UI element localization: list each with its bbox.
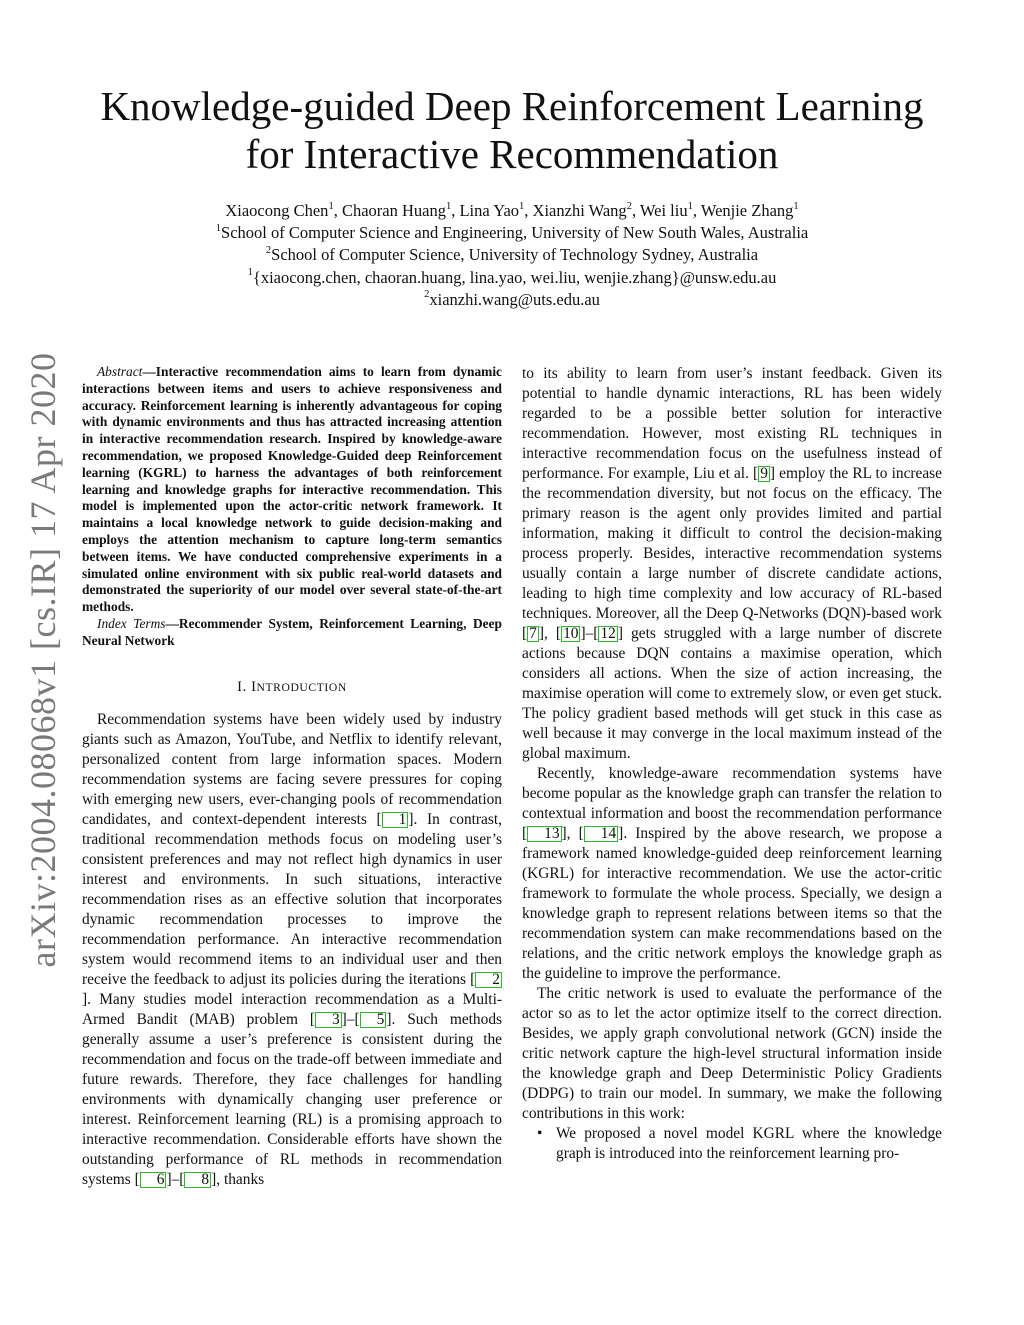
email-1: $^1${xiaocong.chen, chaoran.huang, lina.yao, wei.liu, wenjie.zhang}@unsw.edu.au bbox=[247, 267, 777, 287]
intro-paragraph-critic: The critic network is used to evaluate the performance of the actor so as to let the actor optimize itself to the correct direction. Besides, we apply graph convolutional network (GCN) inside the critic network capture the high-level structural information inside the knowledge graph and Deep Deterministic Policy Gradients (DDPG) to train our model. In summary, we make the following contributions in this work: bbox=[522, 985, 942, 1122]
index-terms: Index Terms—Recommender System, Reinforcement Learning, Deep Neural Network bbox=[82, 615, 502, 648]
intro-paragraph-knowledge: Recently, knowledge-aware recommendation systems have become popular as the knowledge graph can transfer the relation to contextual information and boost the recommendation performance [ 13 ], [ 14 ]. Inspired by the above research, we propose a framework named knowledge-guided deep reinforcement learning (KGRL) for interactive recommendation. We use the actor-critic framework to formulate the whole process. Specially, we design a knowledge graph to represent relations between items so that the recommendation system can make recommendations based on the relations, and the critic network employs the knowledge graph as the guideline to improve the performance. bbox=[522, 765, 942, 982]
citation-link[interactable]: 13 bbox=[527, 826, 561, 842]
citation-link[interactable]: 7 bbox=[529, 625, 537, 642]
author-block bbox=[80, 200, 944, 311]
intro-paragraph: Recommendation systems have been widely used by industry giants such as Amazon, YouTube, and Netflix to identify relevant, personalized content from large information spaces. Modern recommendation systems are facing severe pressures for coping with emerging new users, ever-changing pools of recommendation candidates, and context-dependent interests [ 1 ]. In contrast, traditional recommendation methods focus on modeling user’s consistent preferences and may not reflect high dynamics in user interest and environments. In such situations, interactive recommendation rises as an effective solution that incorporates dynamic recommendation processes to improve the recommendation performance. An interactive recommendation system would recommend items to an individual user and then receive the feedback to adjust its policies during the iterations [ 2]. Many studies model interaction recommendation as a Multi-Armed Bandit (MAB) problem [ 3 ]–[ 5 ]. Such methods generally assume a user’s preference is consistent during the recommendation and focus on the trade-off between immediate and future rewards. Therefore, they face challenges for handling environments with dynamically changing user preference or interest. Reinforcement learning (RL) is a promising approach to interactive recommendation. Considerable efforts have shown the outstanding performance of RL methods in recommendation systems [ 6 ]–[ 8 ], thanks bbox=[82, 710, 502, 1188]
paper-title: Knowledge-guided Deep Reinforcement Learning for Interactive Recommendation bbox=[100, 83, 924, 177]
citation-link[interactable]: 3 bbox=[315, 1012, 342, 1028]
citation-link[interactable]: 6 bbox=[140, 1172, 167, 1188]
citation-link[interactable]: 2 bbox=[475, 972, 502, 988]
abstract: Abstract—Interactive recommendation aims to learn from dynamic interactions between items and users to achieve responsiveness and accuracy. Reinforcement learning is inherently advantageous for coping with dynamic environments and thus has attracted increasing attention in interactive recommendation research. Inspired by knowledge-aware recommendation, we proposed Knowledge-Guided deep Reinforcement learning (KGRL) to harness the advantages of both reinforcement learning and knowledge graphs for interactive recommendation. This model is implemented upon the actor-critic network framework. It maintains a local knowledge network to guide decision-making and employs the attention mechanism to capture long-term semantics between items. We have conducted comprehensive experiments in a simulated online environment with six public real-world datasets and demonstrated the superiority of our model over several state-of-the-art methods. bbox=[82, 364, 502, 615]
affiliation-1: $^1$School of Computer Science and Engineering, University of New South Wales, Australia bbox=[215, 222, 809, 243]
list-item: • We proposed a novel model KGRL where the knowledge graph is introduced into the reinforcement learning pro- bbox=[556, 1124, 942, 1164]
left-column bbox=[82, 364, 502, 1190]
citation-link[interactable]: 10 bbox=[563, 625, 579, 642]
intro-paragraph-continued: to its ability to learn from user’s instant feedback. Given its potential to handle dynamic interactions, RL has been widely regarded to be a possible better solution for interactive recommendation. However, most existing RL techniques in interactive recommendation focus on the usefulness instead of performance. For example, Liu et al. [ 9 ] employ the RL to increase the recommendation diversity, but not focus on the efficacy. The primary reason is the agent only provides limited and partial information, making it difficult to control the decision-making process properly. Besides, interactive recommendation systems usually contain a large number of discrete candidate actions, leading to high time complexity and low accuracy of RL-based techniques. Moreover, all the Deep Q-Networks (DQN)-based work [ 7 ], [ 10 ]–[ 12 ] gets struggled with a large number of discrete actions because DQN contains a maximise operation, which considers all actions. When the size of action increasing, the maximise operation will come to extremely slow, or even get stuck. The policy gradient based methods will get stuck in this case as well because it may converge in the local maximum instead of the global maximum. bbox=[522, 365, 943, 762]
citation-link[interactable]: 9 bbox=[760, 465, 768, 482]
right-column bbox=[522, 364, 942, 1164]
contributions-list bbox=[522, 1124, 942, 1164]
arxiv-id-text: arXiv:2004.08068v1 [cs.IR] 17 Apr 2020 bbox=[23, 352, 63, 968]
author-list: Xiaocong Chen$^1$, Chaoran Huang$^1$, Lina Yao$^1$, Xianzhi Wang$^2$, Wei liu$^1$, Wenjie Zhang$^1$ bbox=[225, 200, 799, 220]
citation-link[interactable]: 1 bbox=[382, 812, 409, 828]
citation-link[interactable]: 14 bbox=[584, 826, 618, 842]
citation-link[interactable]: 5 bbox=[360, 1012, 387, 1028]
affiliation-2: $^2$School of Computer Science, University of Technology Sydney, Australia bbox=[265, 244, 759, 265]
citation-link[interactable]: 12 bbox=[600, 625, 616, 642]
section-heading-introduction: I. INTRODUCTION bbox=[237, 678, 347, 695]
citation-link[interactable]: 8 bbox=[184, 1172, 211, 1188]
arxiv-identifier bbox=[8, 352, 78, 968]
email-2: $^2$xianzhi.wang@uts.edu.au bbox=[424, 289, 600, 309]
